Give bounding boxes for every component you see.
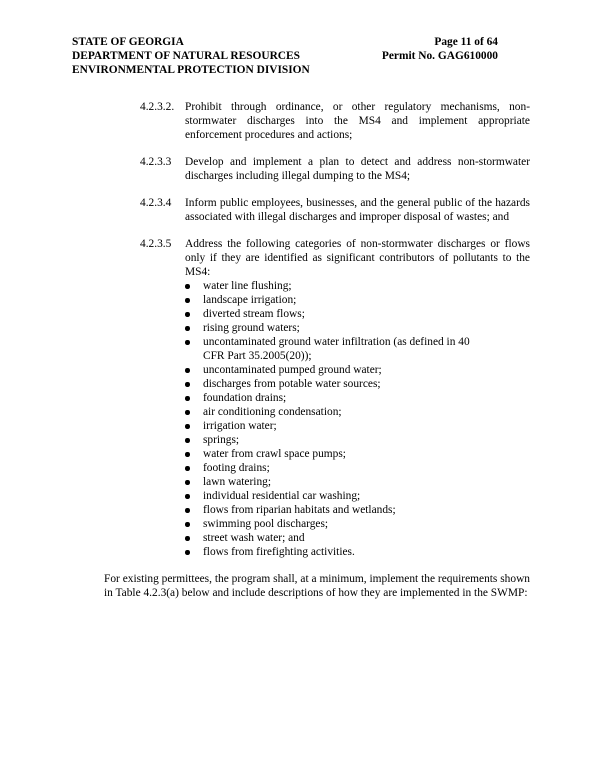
list-item-text: individual residential car washing; (203, 490, 361, 502)
header-row-2 (72, 49, 498, 63)
list-item (185, 531, 530, 545)
section-item-4-2-3-2 (72, 100, 530, 142)
section-number: 4.2.3.3 (140, 156, 172, 168)
list-item (185, 489, 530, 503)
header-page-number: Page 11 of 64 (434, 36, 498, 48)
list-item (185, 377, 530, 391)
bullet-icon (185, 447, 203, 457)
section-item-4-2-3-4 (72, 196, 530, 224)
closing-paragraph: For existing permittees, the program shall, at a minimum, implement the requirements shown in Table 4.2.3(a) below and include descriptions of how they are implemented in the SWMP: (104, 573, 530, 599)
header-permit-number: Permit No. GAG610000 (381, 50, 498, 62)
bullet-icon (185, 321, 203, 331)
list-item-text: landscape irrigation; (203, 294, 297, 306)
list-item-text: flows from riparian habitats and wetlands; (203, 504, 396, 516)
list-item-text: flows from firefighting activities. (203, 546, 355, 558)
header-agency-state: STATE OF GEORGIA (72, 36, 184, 48)
header-row-3 (72, 63, 498, 77)
list-item-text: foundation drains; (203, 392, 287, 404)
section-body (185, 237, 530, 559)
list-item-text: rising ground waters; (203, 322, 300, 334)
list-item-text: springs; (203, 434, 240, 446)
list-item (185, 419, 530, 433)
list-item (185, 391, 530, 405)
bullet-icon (185, 307, 203, 317)
bullet-icon (185, 293, 203, 303)
bullet-icon (185, 391, 203, 401)
list-item-text: discharges from potable water sources; (203, 378, 381, 390)
list-item-text: swimming pool discharges; (203, 518, 329, 530)
list-item-text: footing drains; (203, 462, 270, 474)
list-item (185, 517, 530, 531)
list-item-text: uncontaminated pumped ground water; (203, 364, 382, 376)
page-content (72, 100, 530, 600)
bullet-icon (185, 335, 203, 345)
list-item-text: street wash water; and (203, 532, 305, 544)
bullet-icon (185, 461, 203, 471)
list-item-text: water line flushing; (203, 280, 292, 292)
bullet-icon (185, 419, 203, 429)
list-item (185, 475, 530, 489)
list-item (185, 307, 530, 321)
list-item (185, 321, 530, 335)
list-item-text: uncontaminated ground water infiltration (as defined in 40 CFR Part 35.2005(20)); (203, 336, 470, 362)
header-agency-department: DEPARTMENT OF NATURAL RESOURCES (72, 50, 300, 62)
list-item-text: air conditioning condensation; (203, 406, 342, 418)
section-item-4-2-3-5 (72, 237, 530, 559)
bullet-icon (185, 475, 203, 485)
list-item (185, 363, 530, 377)
section-number: 4.2.3.5 (140, 238, 172, 250)
bullet-icon (185, 279, 203, 289)
list-item-text: irrigation water; (203, 420, 277, 432)
section-text: Address the following categories of non-stormwater discharges or flows only if they are identified as significant contributors of pollutants to the MS4: (185, 238, 530, 278)
section-text: Inform public employees, businesses, and the general public of the hazards associated with illegal discharges and improper disposal of wastes; and (185, 197, 530, 223)
bullet-icon (185, 363, 203, 373)
section-number: 4.2.3.4 (140, 197, 172, 209)
list-item (185, 447, 530, 461)
list-item (185, 405, 530, 419)
bullet-icon (185, 433, 203, 443)
page-header (72, 35, 498, 77)
section-text: Develop and implement a plan to detect and address non-stormwater discharges including illegal dumping to the MS4; (185, 156, 530, 182)
list-item (185, 335, 530, 363)
header-row-1 (72, 35, 498, 49)
bullet-icon (185, 405, 203, 415)
list-item (185, 461, 530, 475)
section-text: Prohibit through ordinance, or other regulatory mechanisms, non-stormwater discharges into the MS4 and implement appropriate enforcement procedures and actions; (185, 101, 530, 141)
list-item (185, 279, 530, 293)
section-number: 4.2.3.2. (140, 101, 175, 113)
bullet-icon (185, 377, 203, 387)
list-item (185, 433, 530, 447)
list-item (185, 545, 530, 559)
discharge-category-list (185, 279, 530, 559)
bullet-icon (185, 503, 203, 513)
bullet-icon (185, 545, 203, 555)
list-item-text: diverted stream flows; (203, 308, 305, 320)
list-item-text: water from crawl space pumps; (203, 448, 346, 460)
bullet-icon (185, 517, 203, 527)
list-item-text: lawn watering; (203, 476, 272, 488)
list-item (185, 293, 530, 307)
section-item-4-2-3-3 (72, 155, 530, 183)
bullet-icon (185, 489, 203, 499)
header-agency-division: ENVIRONMENTAL PROTECTION DIVISION (72, 64, 310, 76)
bullet-icon (185, 531, 203, 541)
list-item (185, 503, 530, 517)
